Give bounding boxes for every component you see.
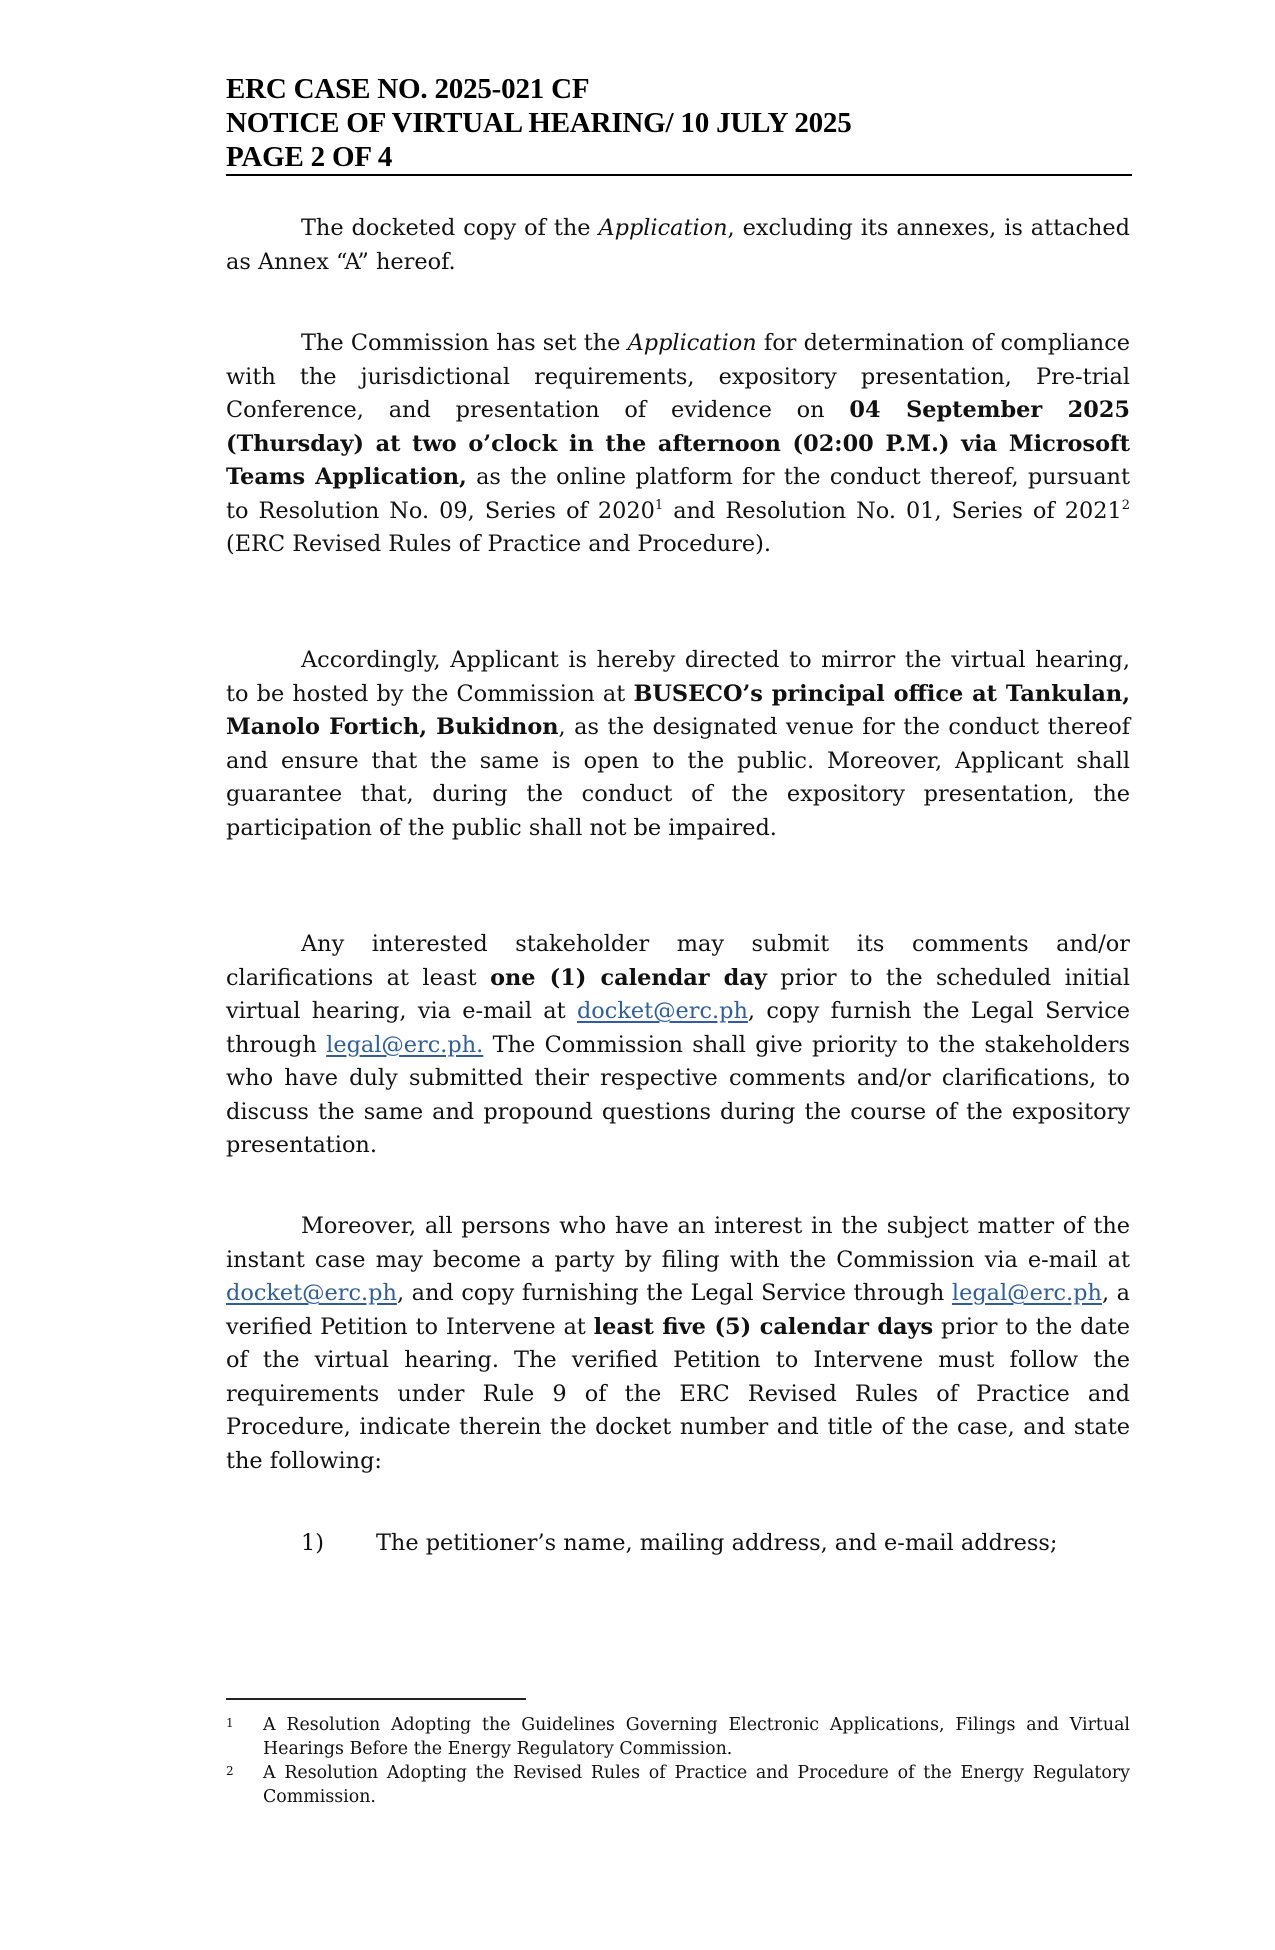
text-run: The docketed copy of the bbox=[301, 215, 599, 241]
footnote-number: 1 bbox=[226, 1716, 234, 1730]
text-run: , and copy furnishing the Legal Service through bbox=[396, 1280, 952, 1306]
text-run: (ERC Revised Rules of Practice and Procedure). bbox=[226, 531, 772, 557]
notice-title: NOTICE OF VIRTUAL HEARING/ 10 JULY 2025 bbox=[226, 107, 852, 139]
footnote-number: 2 bbox=[226, 1764, 234, 1778]
docket-email-link[interactable]: docket@erc.ph bbox=[226, 1280, 397, 1306]
list-text: The petitioner’s name, mailing address, and e-mail address; bbox=[376, 1530, 1058, 1556]
text-run: for determination of compliance with the jurisdictional requirements, expository presentation, Pre-trial Conference, and presentation of evidence on bbox=[226, 330, 1130, 423]
docket-email-link[interactable]: docket@erc.ph bbox=[576, 998, 748, 1024]
deadline-text: least five (5) calendar days bbox=[593, 1313, 934, 1340]
page-header bbox=[226, 72, 1132, 174]
text-run: and Resolution No. 01, Series of 2021 bbox=[663, 497, 1122, 524]
text-run: The Commission shall give priority to the stakeholders who have duly submitted their respective comments and/or clarifications, to discuss the same and propound questions during the course of the expository presentation. bbox=[226, 1031, 1130, 1158]
italic-text: Application bbox=[598, 215, 728, 241]
paragraph-intervention bbox=[226, 1210, 1130, 1478]
footnote-text: A Resolution Adopting the Revised Rules of Practice and Procedure of the Energy Regulatory Commission. bbox=[263, 1763, 1130, 1807]
paragraph-comments bbox=[226, 928, 1130, 1163]
footnote-text: A Resolution Adopting the Guidelines Governing Electronic Applications, Filings and Virtual Hearings Before the Energy Regulatory Commission. bbox=[263, 1715, 1130, 1759]
text-run: Moreover, all persons who have an interest in the subject matter of the instant case may become a party by filing with the Commission via e-mail at bbox=[226, 1213, 1130, 1273]
text-run: as the online platform for the conduct thereof, pursuant to Resolution No. 09, Series of 2020 bbox=[226, 464, 1130, 524]
text-run: , a verified Petition to Intervene at bbox=[226, 1280, 1130, 1340]
case-number: ERC CASE NO. 2025-021 CF bbox=[226, 73, 590, 105]
text-run: The Commission has set the bbox=[301, 330, 628, 356]
footnote-ref-2[interactable]: 2 bbox=[1121, 497, 1130, 513]
text-run: prior to the scheduled initial virtual hearing, via e-mail at bbox=[226, 964, 1130, 1024]
text-run: prior to the date of the virtual hearing. The verified Petition to Intervene must follow the requirements under Rule 9 of the ERC Revised Rules of Practice and Procedure, indicate therein the docket number and title of the case, and state the following: bbox=[226, 1313, 1131, 1474]
page-indicator: PAGE 2 OF 4 bbox=[226, 141, 393, 173]
text-run: , as the designated venue for the conduct thereof and ensure that the same is open to the public. Moreover, Applicant shall guarantee that, during the conduct of the expository presentation, the participation of the public shall not be impaired. bbox=[226, 714, 1130, 841]
hearing-date-time: 04 September 2025 (Thursday) at two o’clock in the afternoon (02:00 P.M.) via Microsoft Teams Application, bbox=[226, 397, 1130, 490]
venue-location: BUSECO’s principal office at Tankulan, Manolo Fortich, Bukidnon bbox=[226, 680, 1131, 740]
paragraph-hearing-schedule bbox=[226, 327, 1130, 562]
text-run: Accordingly, Applicant is hereby directed to mirror the virtual hearing, to be hosted by the Commission at bbox=[226, 647, 1130, 707]
header-divider bbox=[226, 174, 1132, 176]
list-number: 1) bbox=[301, 1530, 324, 1556]
footnote-ref-1[interactable]: 1 bbox=[654, 497, 664, 513]
deadline-text: one (1) calendar day bbox=[490, 964, 767, 991]
legal-email-link[interactable]: legal@erc.ph. bbox=[326, 1031, 484, 1058]
text-run: Any interested stakeholder may submit its comments and/or clarifications at least bbox=[226, 931, 1130, 991]
paragraph-venue bbox=[226, 644, 1130, 845]
legal-email-link[interactable]: legal@erc.ph bbox=[951, 1280, 1102, 1306]
paragraph-annex bbox=[226, 212, 1130, 279]
italic-text: Application bbox=[627, 330, 757, 356]
text-run: , copy furnish the Legal Service through bbox=[226, 998, 1130, 1058]
text-run: , excluding its annexes, is attached as Annex “A” hereof. bbox=[226, 215, 1131, 275]
footnote-divider bbox=[226, 1698, 526, 1700]
